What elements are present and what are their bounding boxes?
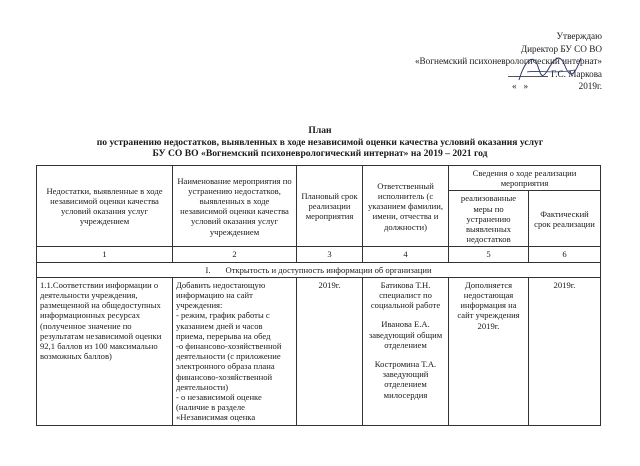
plan-table [36, 165, 601, 426]
title-line-3: БУ СО ВО «Вогнемский психоневрологический интернат» на 2019 – 2021 год [152, 148, 488, 160]
header-actual-term: Фактический срок реализации [529, 191, 601, 247]
document-title [0, 125, 640, 160]
column-number: 4 [363, 247, 449, 262]
approval-date: « » 2019г. [511, 81, 602, 92]
header-row-1 [37, 166, 601, 191]
responsible-person: Иванова Е.А. заведующий общим отделением [368, 319, 443, 350]
header-implemented-measures: реализованные меры по устранению выявленных недостатков [449, 191, 529, 247]
responsible-person: Батикова Т.Н. специалист по социальной работе [370, 279, 441, 311]
measure-item: Добавить недостающую информацию на сайт учреждения: [176, 279, 266, 311]
header-planned-term: Плановый срок реализации мероприятия [297, 166, 363, 247]
title-line-1: План [308, 125, 332, 136]
implemented-measures-cell: Дополняется недостающая информация на сайт учреждения 2019г. [449, 277, 529, 425]
title-line-2: по устранению недостатков, выявленных в ходе независимой оценки качества условий оказания услуг [96, 136, 544, 148]
header-deficiencies: Недостатки, выявленные в ходе независимой оценки качества условий оказания услуг учреждением [37, 166, 173, 247]
table-row [37, 277, 601, 425]
header-measures: Наименование мероприятия по устранению недостатков, выявленных в ходе независимой оценки качества условий оказания услуг учреждением [173, 166, 297, 247]
header-responsible: Ответственный исполнитель (с указанием фамилии, имени, отчества и должности) [363, 166, 449, 247]
approval-title: Утверждаю [556, 31, 602, 41]
column-numbers-row [37, 247, 601, 262]
column-number: 6 [529, 247, 601, 262]
measures-cell [173, 277, 297, 425]
approval-organization: «Вогнемский психоневрологический интернат» [414, 56, 602, 67]
column-number: 3 [297, 247, 363, 262]
responsible-cell [363, 277, 449, 425]
approval-position: Директор БУ СО ВО [520, 43, 602, 54]
actual-term-cell: 2019г. [529, 277, 601, 425]
handwritten-signature [515, 50, 585, 86]
approval-signatory-name: Г.С. Маркова [550, 68, 602, 79]
section-heading: I. Открытость и доступность информации об организации [37, 262, 601, 277]
column-number: 1 [37, 247, 173, 262]
header-progress-group: Сведения о ходе реализации мероприятия [449, 166, 601, 191]
measure-item: - режим, график работы с указанием дней и часов приема, перерыва на обед [176, 310, 271, 341]
responsible-person: Костромина Т.А. заведующий отделением милосердия [374, 359, 437, 400]
column-number: 2 [173, 247, 297, 262]
section-row [37, 262, 601, 277]
measure-item: -о финансово-хозяйственной деятельности (с приложение электронного образа плана финансово-хозяйственной деятельности) [176, 341, 282, 392]
deficiency-cell: 1.1.Соответствии информации о деятельности учреждения, размещенной на общедоступных информационных ресурсах (полученное значение по результатам независимой оценки 92,1 баллов из 100 максимально возможных баллов) [37, 277, 173, 425]
column-number: 5 [449, 247, 529, 262]
planned-term-cell: 2019г. [297, 277, 363, 425]
measure-item: - о независимой оценке (наличие в разделе «Независимая оценка [176, 392, 262, 423]
